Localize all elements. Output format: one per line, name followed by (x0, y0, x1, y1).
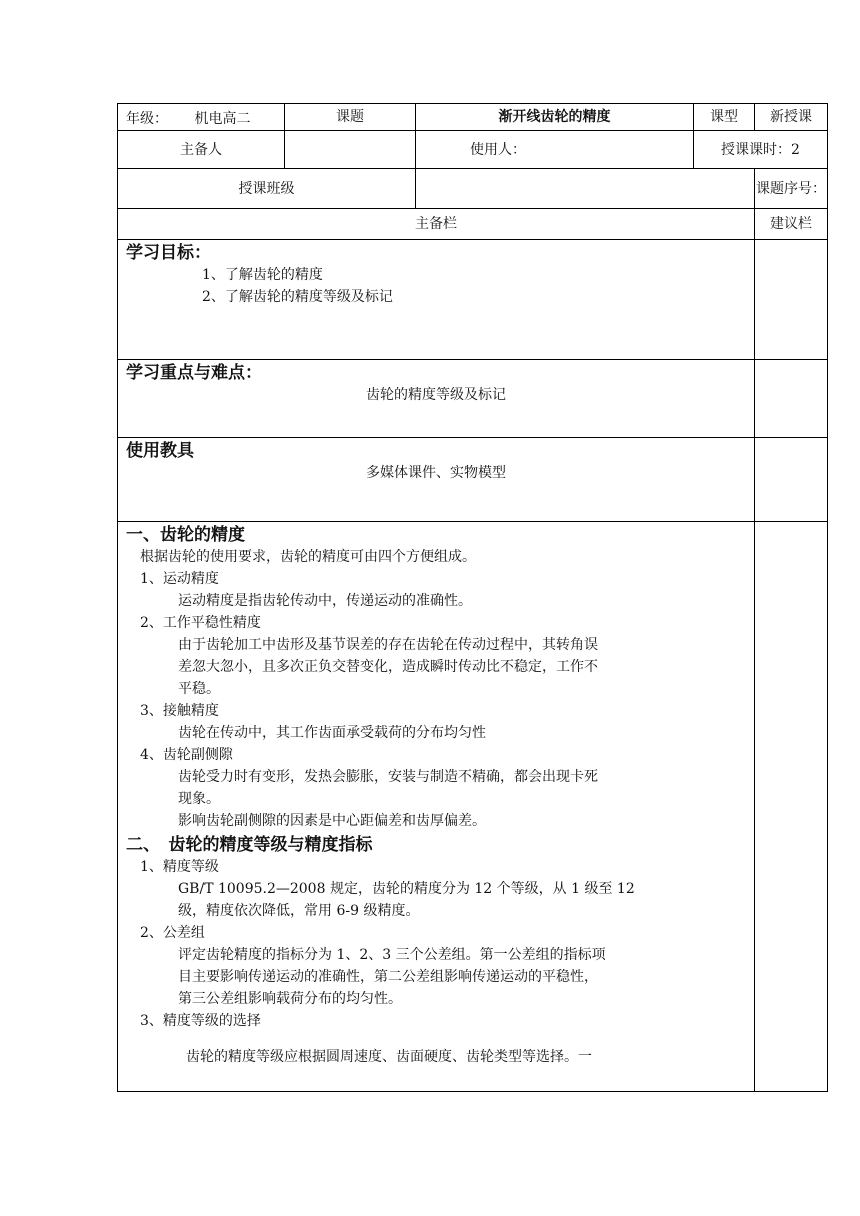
header-row-1 (118, 104, 828, 131)
seq-label: 课题序号： (755, 169, 828, 209)
objectives-advice-cell (755, 240, 828, 360)
section-2-2-line: 第三公差组影响载荷分布的均匀性。 (178, 991, 402, 1007)
header-row-3 (118, 169, 828, 209)
tools-text: 多媒体课件、实物模型 (366, 465, 506, 481)
section-1-2-line: 由于齿轮加工中齿形及基节误差的存在齿轮在传动过程中，其转角误 (178, 637, 598, 653)
key-points-heading: 学习重点与难点： (126, 363, 262, 383)
objective-item: 1、了解齿轮的精度 (202, 267, 323, 283)
content-advice-cell (755, 522, 828, 1092)
section-1-intro: 根据齿轮的使用要求，齿轮的精度可由四个方便组成。 (140, 549, 476, 565)
section-2-title: 二、 齿轮的精度等级与精度指标 (126, 835, 373, 855)
tools-advice-cell (755, 438, 828, 522)
section-1-4-title: 4、齿轮副侧隙 (140, 747, 233, 763)
section-1-2-line: 平稳。 (178, 681, 220, 697)
section-1-4-line: 齿轮受力时有变形，发热会膨胀，安装与制造不精确，都会出现卡死 (178, 769, 598, 785)
section-2-1-line: GB/T 10095.2—2008 规定，齿轮的精度分为 12 个等级，从 1 级至 12 (178, 881, 635, 897)
section-2-3-line: 齿轮的精度等级应根据圆周速度、齿面硬度、齿轮类型等选择。一 (186, 1049, 592, 1065)
preparer-value (285, 131, 416, 169)
topic-value: 渐开线齿轮的精度 (416, 104, 694, 131)
section-1-1-text: 运动精度是指齿轮传动中，传递运动的准确性。 (178, 593, 472, 609)
objectives-row (118, 240, 828, 360)
objective-item: 2、了解齿轮的精度等级及标记 (202, 289, 393, 305)
class-value (416, 169, 755, 209)
section-1-1-title: 1、运动精度 (140, 571, 219, 587)
section-2-1-title: 1、精度等级 (140, 859, 219, 875)
section-2-2-title: 2、公差组 (140, 925, 205, 941)
section-2-1-line: 级，精度依次降低，常用 6-9 级精度。 (178, 903, 420, 919)
lesson-plan-table (117, 103, 828, 1092)
blank-line (126, 1032, 746, 1046)
header-row-2 (118, 131, 828, 169)
section-1-3-text: 齿轮在传动中，其工作齿面承受载荷的分布均匀性 (178, 725, 486, 741)
section-1-title: 一、齿轮的精度 (126, 525, 245, 545)
column-head-row (118, 209, 828, 240)
section-1-4-line: 现象。 (178, 791, 220, 807)
user-label: 使用人： (416, 131, 694, 169)
section-2-2-line: 目主要影响传递运动的准确性，第二公差组影响传递运动的平稳性， (178, 969, 598, 985)
section-1-2-title: 2、工作平稳性精度 (140, 615, 261, 631)
main-column-label: 主备栏 (118, 209, 755, 240)
grade-cell (118, 104, 285, 131)
advice-column-label: 建议栏 (755, 209, 828, 240)
content-row (118, 522, 828, 1092)
grade-value: 机电高二 (194, 110, 251, 127)
topic-label: 课题 (285, 104, 416, 131)
section-2-2-line: 评定齿轮精度的指标分为 1、2、3 三个公差组。第一公差组的指标项 (178, 947, 606, 963)
preparer-label: 主备人 (118, 131, 285, 169)
section-1-3-title: 3、接触精度 (140, 703, 219, 719)
hours-label: 授课课时：2 (694, 131, 828, 169)
section-1-2-line: 差忽大忽小，且多次正负交替变化，造成瞬时传动比不稳定，工作不 (178, 659, 598, 675)
type-value: 新授课 (755, 104, 828, 131)
grade-label: 年级： (126, 110, 168, 127)
content-cell (118, 522, 755, 1092)
key-points-row (118, 360, 828, 438)
section-2-3-title: 3、精度等级的选择 (140, 1013, 261, 1029)
tools-cell (118, 438, 755, 522)
objectives-heading: 学习目标： (126, 243, 211, 263)
objectives-cell (118, 240, 755, 360)
section-1-4-line: 影响齿轮副侧隙的因素是中心距偏差和齿厚偏差。 (178, 813, 486, 829)
type-label: 课型 (694, 104, 755, 131)
key-points-text: 齿轮的精度等级及标记 (366, 387, 506, 403)
tools-heading: 使用教具 (126, 441, 194, 461)
key-points-advice-cell (755, 360, 828, 438)
key-points-cell (118, 360, 755, 438)
tools-row (118, 438, 828, 522)
class-label: 授课班级 (118, 169, 416, 209)
